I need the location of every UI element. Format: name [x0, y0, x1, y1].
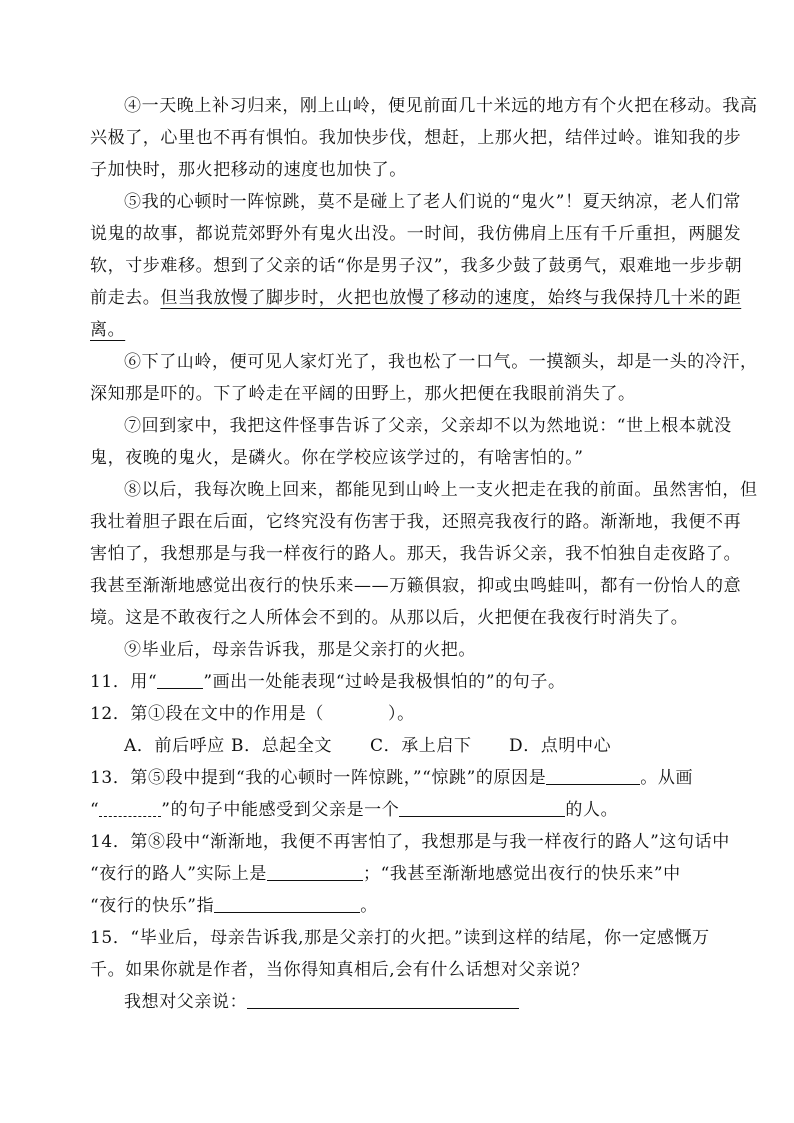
q11-underline-sample	[157, 670, 203, 689]
question-14-line-1: 14．第⑧段中“渐渐地，我便不再害怕了，我想那是与我一样夜行的路人”这句话中	[90, 832, 730, 852]
question-15-line-2: 千。如果你就是作者，当你得知真相后,会有什么话想对父亲说？	[90, 960, 589, 980]
p5-line-5	[90, 318, 125, 344]
q13-dashed-underline-sample	[99, 798, 161, 817]
p4-line-1: ④一天晚上补习归来，刚上山岭，便见前面几十米远的地方有个火把在移动。我高	[124, 96, 758, 116]
question-13-line-1: 13．第⑤段中提到“我的心顿时一阵惊跳，”“惊跳”的原因是 。从画	[90, 768, 694, 788]
p4-line-2: 兴极了，心里也不再有惧怕。我加快步伐，想赶，上那火把，结伴过岭。谁知我的步	[90, 128, 742, 148]
question-11: 11．用“ ”画出一处能表现“过岭是我极惧怕的”的句子。	[90, 672, 566, 692]
p5-underlined-sentence-end: 离。	[90, 320, 126, 340]
question-14-line-3: “夜行的快乐”指 。	[90, 896, 378, 916]
q14-traveler-blank[interactable]	[267, 862, 363, 881]
question-15-answer-line: 我想对父亲说：	[124, 990, 519, 1016]
question-13-line-2: “ ”的句子中能感受到父亲是一个 的人。	[90, 800, 619, 820]
q15-answer-blank[interactable]	[247, 990, 519, 1009]
p8-line-5: 境。这是不敢夜行之人所体会不到的。从那以后，火把便在我夜行时消失了。	[90, 608, 689, 628]
p5-line-4-plain: 前走去。	[90, 288, 161, 308]
p5-line-2: 说鬼的故事，都说荒郊野外有鬼火出没。一时间，我仿佛肩上压有千斤重担，两腿发	[90, 224, 742, 244]
p8-line-4: 我甚至渐渐地感觉出夜行的快乐来——万籁俱寂，抑或虫鸣蛙叫，都有一份怡人的意	[90, 576, 742, 596]
question-15-line-1: 15．“毕业后，母亲告诉我,那是父亲打的火把。”读到这样的结尾，你一定感慨万	[90, 928, 710, 948]
p9-line-1: ⑨毕业后，母亲告诉我，那是父亲打的火把。	[124, 640, 476, 660]
p6-line-2: 深知那是吓的。下了岭走在平阔的田野上，那火把便在我眼前消失了。	[90, 384, 636, 404]
p5-line-1: ⑤我的心顿时一阵惊跳，莫不是碰上了老人们说的“鬼火”！夏天纳凉，老人们常	[124, 192, 741, 212]
q13-father-blank[interactable]	[399, 798, 565, 817]
q12-option-c[interactable]: C．承上启下	[370, 736, 472, 756]
question-12-options	[124, 734, 611, 760]
p4-line-3: 子加快时，那火把移动的速度也加快了。	[90, 160, 407, 180]
p6-line-1: ⑥下了山岭，便可见人家灯光了，我也松了一口气。一摸额头，却是一头的冷汗，	[124, 352, 758, 372]
p8-line-3: 害怕了，我想那是与我一样夜行的路人。那天，我告诉父亲，我不怕独自走夜路了。	[90, 544, 742, 564]
q13-reason-blank[interactable]	[546, 766, 640, 785]
p5-underlined-sentence: 但当我放慢了脚步时，火把也放慢了移动的速度，始终与我保持几十米的距	[160, 288, 742, 308]
p8-line-1: ⑧以后，我每次晚上回来，都能见到山岭上一支火把走在我的前面。虽然害怕，但	[124, 480, 758, 500]
q12-option-b[interactable]: B．总起全文	[231, 736, 333, 756]
p5-line-4	[90, 286, 741, 312]
q14-joy-blank[interactable]	[214, 894, 360, 913]
p7-line-2: 鬼，夜晚的鬼火，是磷火。你在学校应该学过的，有啥害怕的。”	[90, 448, 584, 468]
q12-option-a[interactable]: A．前后呼应	[124, 736, 225, 756]
p8-line-2: 我壮着胆子跟在后面，它终究没有伤害于我，还照亮我夜行的路。渐渐地，我便不再	[90, 512, 742, 532]
question-12: 12．第①段在文中的作用是（ ）。	[90, 704, 415, 724]
p5-line-3: 软，寸步难移。想到了父亲的话“你是男子汉”，我多少鼓了鼓勇气，艰难地一步步朝	[90, 256, 743, 276]
p7-line-1: ⑦回到家中，我把这件怪事告诉了父亲，父亲却不以为然地说：“世上根本就没	[124, 416, 732, 436]
question-14-line-2: “夜行的路人”实际上是 ；“我甚至渐渐地感觉出夜行的快乐来”中	[90, 864, 681, 884]
q12-option-d[interactable]: D．点明中心	[509, 736, 612, 756]
